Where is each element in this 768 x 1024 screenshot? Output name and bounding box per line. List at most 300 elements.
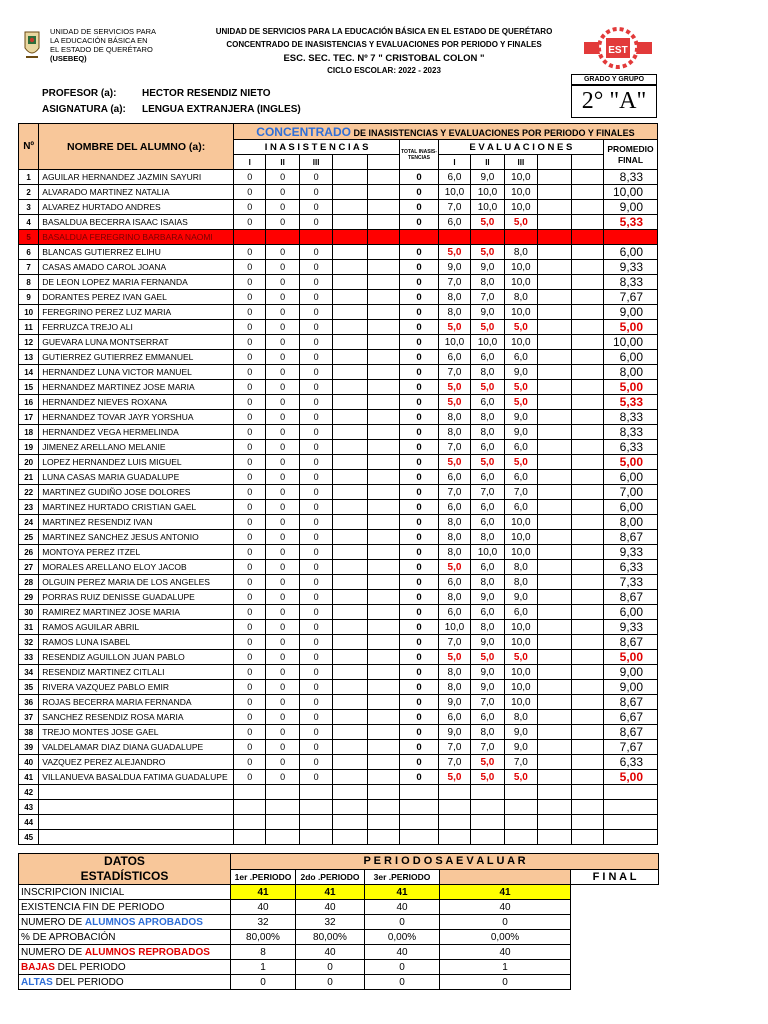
absences-period-1: 0 [233, 365, 265, 380]
empty-cell [367, 725, 399, 740]
row-number: 26 [19, 545, 39, 560]
empty-cell [333, 380, 367, 395]
empty-cell [367, 485, 399, 500]
grade-period-1: 8,0 [438, 425, 470, 440]
empty-cell [538, 545, 571, 560]
stats-row [19, 900, 659, 915]
empty-cell [367, 170, 399, 185]
grade-period-3: 9,0 [504, 590, 537, 605]
grade-period-1: 8,0 [438, 305, 470, 320]
empty-cell [538, 830, 571, 845]
stats-period-3: 3er .PERIODO [365, 869, 440, 885]
empty-cell [538, 590, 571, 605]
absences-period-1: 0 [233, 665, 265, 680]
student-name [39, 785, 234, 800]
grade-period-3: 10,0 [504, 305, 537, 320]
empty-cell [571, 275, 603, 290]
final-average: 9,00 [604, 200, 658, 215]
grade-period-3: 10,0 [504, 695, 537, 710]
absences-period-1: 0 [233, 425, 265, 440]
absences-period-1 [233, 815, 265, 830]
total-absences: 0 [400, 380, 439, 395]
final-average: 7,67 [604, 740, 658, 755]
absences-period-3: 0 [299, 485, 332, 500]
absences-period-1: 0 [233, 380, 265, 395]
absences-period-2: 0 [266, 425, 299, 440]
student-name: HERNANDEZ LUNA VICTOR MANUEL [39, 365, 234, 380]
final-average-header: PROMEDIO FINAL [604, 140, 658, 170]
grade-period-1: 7,0 [438, 755, 470, 770]
grade-period-2 [471, 230, 504, 245]
grade-period-3 [504, 800, 537, 815]
absences-period-3: 0 [299, 275, 332, 290]
empty-cell [367, 410, 399, 425]
row-number: 42 [19, 785, 39, 800]
grade-period-1: 9,0 [438, 260, 470, 275]
empty-cell [538, 410, 571, 425]
row-number: 23 [19, 500, 39, 515]
row-number: 32 [19, 635, 39, 650]
row-number: 9 [19, 290, 39, 305]
absences-period-1: 0 [233, 290, 265, 305]
total-absences: 0 [400, 470, 439, 485]
stats-label [19, 915, 231, 930]
total-absences [400, 785, 439, 800]
empty-cell [367, 815, 399, 830]
table-row [19, 785, 658, 800]
stats-period-value: 40 [296, 900, 365, 915]
absences-period-1: 0 [233, 395, 265, 410]
student-name: CASAS AMADO CAROL JOANA [39, 260, 234, 275]
empty-cell [538, 740, 571, 755]
grade-period-3: 9,0 [504, 425, 537, 440]
absences-period-1: 0 [233, 605, 265, 620]
absences-period-3 [299, 785, 332, 800]
student-name [39, 800, 234, 815]
empty-cell [571, 455, 603, 470]
grade-period-1: 5,0 [438, 380, 470, 395]
table-row [19, 335, 658, 350]
total-absences [400, 830, 439, 845]
row-number: 27 [19, 560, 39, 575]
grades-table [18, 123, 658, 845]
table-row [19, 350, 658, 365]
absences-period-2: 0 [266, 605, 299, 620]
absences-period-3: 0 [299, 665, 332, 680]
stats-period-value: 0 [296, 960, 365, 975]
absences-period-2 [266, 815, 299, 830]
absences-period-1: 0 [233, 560, 265, 575]
empty-cell [333, 560, 367, 575]
empty-cell [571, 305, 603, 320]
student-name: LUNA CASAS MARIA GUADALUPE [39, 470, 234, 485]
grade-period-1: 7,0 [438, 200, 470, 215]
absences-period-2: 0 [266, 320, 299, 335]
table-row [19, 170, 658, 185]
final-average: 8,00 [604, 515, 658, 530]
row-number: 28 [19, 575, 39, 590]
final-average: 7,00 [604, 485, 658, 500]
absences-period-2: 0 [266, 395, 299, 410]
empty-cell [333, 260, 367, 275]
empty-cell [571, 410, 603, 425]
stats-period-value: 1 [231, 960, 296, 975]
empty-cell [538, 260, 571, 275]
absences-period-1: 0 [233, 350, 265, 365]
student-name: VILLANUEVA BASALDUA FATIMA GUADALUPE [39, 770, 234, 785]
empty-cell [538, 350, 571, 365]
final-average: 6,33 [604, 755, 658, 770]
final-average: 5,00 [604, 650, 658, 665]
grade-period-2: 7,0 [471, 485, 504, 500]
absences-period-3 [299, 830, 332, 845]
grade-period-3 [504, 785, 537, 800]
student-name: MARTINEZ RESENDIZ IVAN [39, 515, 234, 530]
student-name: RESENDIZ MARTINEZ CITLALI [39, 665, 234, 680]
grade-period-2: 6,0 [471, 500, 504, 515]
empty-cell [571, 365, 603, 380]
empty-cell [571, 200, 603, 215]
final-average: 9,00 [604, 305, 658, 320]
student-name: MONTOYA PEREZ ITZEL [39, 545, 234, 560]
grade-period-1: 6,0 [438, 710, 470, 725]
teacher-label: PROFESOR (a): [42, 88, 117, 99]
student-name: BASALDUA BECERRA ISAAC ISAIAS [39, 215, 234, 230]
table-row [19, 500, 658, 515]
stats-period-value: 32 [296, 915, 365, 930]
table-row [19, 650, 658, 665]
empty-cell [538, 230, 571, 245]
total-absences: 0 [400, 455, 439, 470]
empty-cell [538, 575, 571, 590]
empty-cell [571, 425, 603, 440]
total-absences: 0 [400, 605, 439, 620]
student-name: ALVARADO MARTINEZ NATALIA [39, 185, 234, 200]
row-number: 3 [19, 200, 39, 215]
absences-period-2: 0 [266, 260, 299, 275]
table-row [19, 770, 658, 785]
table-row [19, 755, 658, 770]
absences-period-1: 0 [233, 590, 265, 605]
grade-period-2: 5,0 [471, 380, 504, 395]
grade-period-1: 6,0 [438, 500, 470, 515]
final-average [604, 830, 658, 845]
grade-period-1 [438, 815, 470, 830]
stats-label-part: INSCRIPCION INICIAL [21, 886, 125, 898]
grade-period-1 [438, 785, 470, 800]
grade-period-3 [504, 830, 537, 845]
grade-period-3: 9,0 [504, 725, 537, 740]
stats-period-value: 40 [365, 945, 440, 960]
final-average: 5,33 [604, 215, 658, 230]
student-name [39, 830, 234, 845]
grade-period-2: 9,0 [471, 680, 504, 695]
empty-cell [333, 710, 367, 725]
empty-cell [333, 725, 367, 740]
empty-cell [571, 815, 603, 830]
absences-period-1: 0 [233, 755, 265, 770]
svg-text:EST: EST [608, 45, 628, 56]
empty-cell [333, 815, 367, 830]
grade-period-3: 9,0 [504, 740, 537, 755]
absences-period-2: 0 [266, 500, 299, 515]
total-absences [400, 800, 439, 815]
empty-cell [367, 545, 399, 560]
grade-period-1: 6,0 [438, 215, 470, 230]
grade-period-3: 5,0 [504, 770, 537, 785]
grade-period-3: 5,0 [504, 320, 537, 335]
absences-period-2: 0 [266, 215, 299, 230]
grade-period-1: 7,0 [438, 365, 470, 380]
empty-cell [538, 530, 571, 545]
absences-period-3: 0 [299, 215, 332, 230]
row-number: 35 [19, 680, 39, 695]
empty-cell [571, 245, 603, 260]
empty-cell [367, 680, 399, 695]
final-average: 8,33 [604, 425, 658, 440]
stats-label [19, 945, 231, 960]
absences-period-1: 0 [233, 185, 265, 200]
total-absences: 0 [400, 635, 439, 650]
absences-period-1: 0 [233, 725, 265, 740]
table-row [19, 800, 658, 815]
empty-cell [333, 605, 367, 620]
empty-cell [333, 335, 367, 350]
empty-cell [538, 785, 571, 800]
empty-cell [367, 185, 399, 200]
grade-period-3: 10,0 [504, 665, 537, 680]
absences-period-1: 0 [233, 545, 265, 560]
row-number: 14 [19, 365, 39, 380]
absences-period-1: 0 [233, 335, 265, 350]
empty-cell [571, 320, 603, 335]
eval-period-1: I [438, 155, 470, 170]
row-number: 38 [19, 725, 39, 740]
stats-label [19, 930, 231, 945]
absences-period-3 [299, 800, 332, 815]
grade-period-3: 9,0 [504, 365, 537, 380]
empty-cell [571, 260, 603, 275]
grade-period-1: 5,0 [438, 455, 470, 470]
stats-period-value: 41 [296, 885, 365, 900]
absences-period-3: 0 [299, 260, 332, 275]
table-row [19, 710, 658, 725]
absences-period-3: 0 [299, 560, 332, 575]
total-absences: 0 [400, 740, 439, 755]
grade-period-2: 6,0 [471, 605, 504, 620]
row-number: 20 [19, 455, 39, 470]
absences-period-2 [266, 785, 299, 800]
absences-period-2: 0 [266, 530, 299, 545]
absences-period-2: 0 [266, 350, 299, 365]
empty-cell [367, 380, 399, 395]
empty-cell [333, 575, 367, 590]
table-row [19, 320, 658, 335]
empty-cell [571, 215, 603, 230]
empty-cell [571, 545, 603, 560]
row-number: 43 [19, 800, 39, 815]
row-number: 1 [19, 170, 39, 185]
student-name: RAMIREZ MARTINEZ JOSE MARIA [39, 605, 234, 620]
absences-period-3: 0 [299, 365, 332, 380]
total-absences: 0 [400, 755, 439, 770]
empty-cell [333, 350, 367, 365]
table-row [19, 575, 658, 590]
absences-period-2: 0 [266, 740, 299, 755]
empty-cell [538, 275, 571, 290]
total-absences: 0 [400, 575, 439, 590]
eval-extra-col [571, 155, 603, 170]
stats-label-part: DEL PERIODO [52, 976, 124, 988]
grade-period-1: 6,0 [438, 470, 470, 485]
final-average: 7,67 [604, 290, 658, 305]
final-average: 8,33 [604, 170, 658, 185]
student-name: MORALES ARELLANO ELOY JACOB [39, 560, 234, 575]
empty-cell [538, 620, 571, 635]
student-name: VALDELAMAR DIAZ DIANA GUADALUPE [39, 740, 234, 755]
student-name: TREJO MONTES JOSE GAEL [39, 725, 234, 740]
grade-period-2: 8,0 [471, 725, 504, 740]
table-row [19, 530, 658, 545]
absences-period-1: 0 [233, 245, 265, 260]
total-absences: 0 [400, 545, 439, 560]
final-average: 8,67 [604, 590, 658, 605]
empty-cell [367, 275, 399, 290]
final-average: 5,00 [604, 455, 658, 470]
empty-cell [538, 335, 571, 350]
grade-period-1: 8,0 [438, 665, 470, 680]
grade-period-2: 10,0 [471, 335, 504, 350]
total-absences: 0 [400, 170, 439, 185]
absences-period-3 [299, 815, 332, 830]
student-name: DE LEON LOPEZ MARIA FERNANDA [39, 275, 234, 290]
stats-final-value: 40 [440, 900, 571, 915]
total-absences: 0 [400, 260, 439, 275]
table-row [19, 620, 658, 635]
empty-cell [538, 710, 571, 725]
total-absences: 0 [400, 320, 439, 335]
table-row [19, 215, 658, 230]
table-row [19, 515, 658, 530]
grade-period-3: 8,0 [504, 575, 537, 590]
table-row [19, 605, 658, 620]
student-name: BASALDUA FEREGRINO BARBARA NAOMI [39, 230, 234, 245]
total-absences: 0 [400, 245, 439, 260]
final-average: 9,00 [604, 665, 658, 680]
stats-label [19, 960, 231, 975]
stats-period-value: 40 [365, 900, 440, 915]
absences-period-1 [233, 785, 265, 800]
empty-cell [538, 365, 571, 380]
stats-period-value: 0 [365, 975, 440, 990]
total-absences: 0 [400, 665, 439, 680]
empty-cell [538, 515, 571, 530]
grade-period-2: 6,0 [471, 515, 504, 530]
grade-period-3: 6,0 [504, 350, 537, 365]
grade-period-2: 8,0 [471, 275, 504, 290]
empty-cell [367, 230, 399, 245]
eval-period-3: III [504, 155, 537, 170]
empty-cell [538, 320, 571, 335]
empty-cell [571, 800, 603, 815]
absence-period-2: II [266, 155, 299, 170]
grade-period-2: 10,0 [471, 200, 504, 215]
statistics-table [18, 853, 659, 990]
total-absences: 0 [400, 710, 439, 725]
stats-row [19, 975, 659, 990]
empty-cell [571, 680, 603, 695]
absences-period-2: 0 [266, 680, 299, 695]
empty-cell [538, 605, 571, 620]
stats-label [19, 900, 231, 915]
row-number: 4 [19, 215, 39, 230]
absences-period-2: 0 [266, 515, 299, 530]
empty-cell [333, 470, 367, 485]
grade-period-1: 7,0 [438, 635, 470, 650]
grade-period-2: 6,0 [471, 560, 504, 575]
grade-period-1: 8,0 [438, 545, 470, 560]
final-average: 5,00 [604, 320, 658, 335]
empty-cell [571, 530, 603, 545]
final-average: 6,00 [604, 350, 658, 365]
row-number: 5 [19, 230, 39, 245]
absences-period-1: 0 [233, 170, 265, 185]
grade-period-2 [471, 830, 504, 845]
grade-period-2: 5,0 [471, 455, 504, 470]
row-number: 30 [19, 605, 39, 620]
empty-cell [333, 290, 367, 305]
row-number: 33 [19, 650, 39, 665]
row-number: 18 [19, 425, 39, 440]
student-name: RAMOS AGUILAR ABRIL [39, 620, 234, 635]
final-average: 9,00 [604, 680, 658, 695]
table-row [19, 830, 658, 845]
row-number: 10 [19, 305, 39, 320]
final-average [604, 800, 658, 815]
final-average: 6,00 [604, 605, 658, 620]
empty-cell [571, 605, 603, 620]
grade-period-2: 6,0 [471, 440, 504, 455]
stats-row [19, 915, 659, 930]
stats-period-value: 0,00% [365, 930, 440, 945]
grade-period-3: 10,0 [504, 620, 537, 635]
stats-label-part: DEL PERIODO [54, 961, 126, 973]
absences-period-3: 0 [299, 575, 332, 590]
absences-period-2: 0 [266, 620, 299, 635]
row-number: 17 [19, 410, 39, 425]
total-absences [400, 230, 439, 245]
table-row [19, 425, 658, 440]
empty-cell [571, 755, 603, 770]
absences-period-2: 0 [266, 545, 299, 560]
grade-period-2: 8,0 [471, 530, 504, 545]
absences-period-1: 0 [233, 200, 265, 215]
empty-cell [367, 755, 399, 770]
final-average: 9,33 [604, 545, 658, 560]
empty-cell [367, 320, 399, 335]
grade-period-1: 8,0 [438, 515, 470, 530]
final-average: 8,67 [604, 725, 658, 740]
empty-cell [333, 740, 367, 755]
student-name: HERNANDEZ NIEVES ROXANA [39, 395, 234, 410]
stats-period-1: 1er .PERIODO [231, 869, 296, 885]
table-row [19, 455, 658, 470]
absences-period-2: 0 [266, 185, 299, 200]
empty-cell [538, 380, 571, 395]
empty-cell [367, 770, 399, 785]
row-number: 2 [19, 185, 39, 200]
empty-cell [367, 650, 399, 665]
